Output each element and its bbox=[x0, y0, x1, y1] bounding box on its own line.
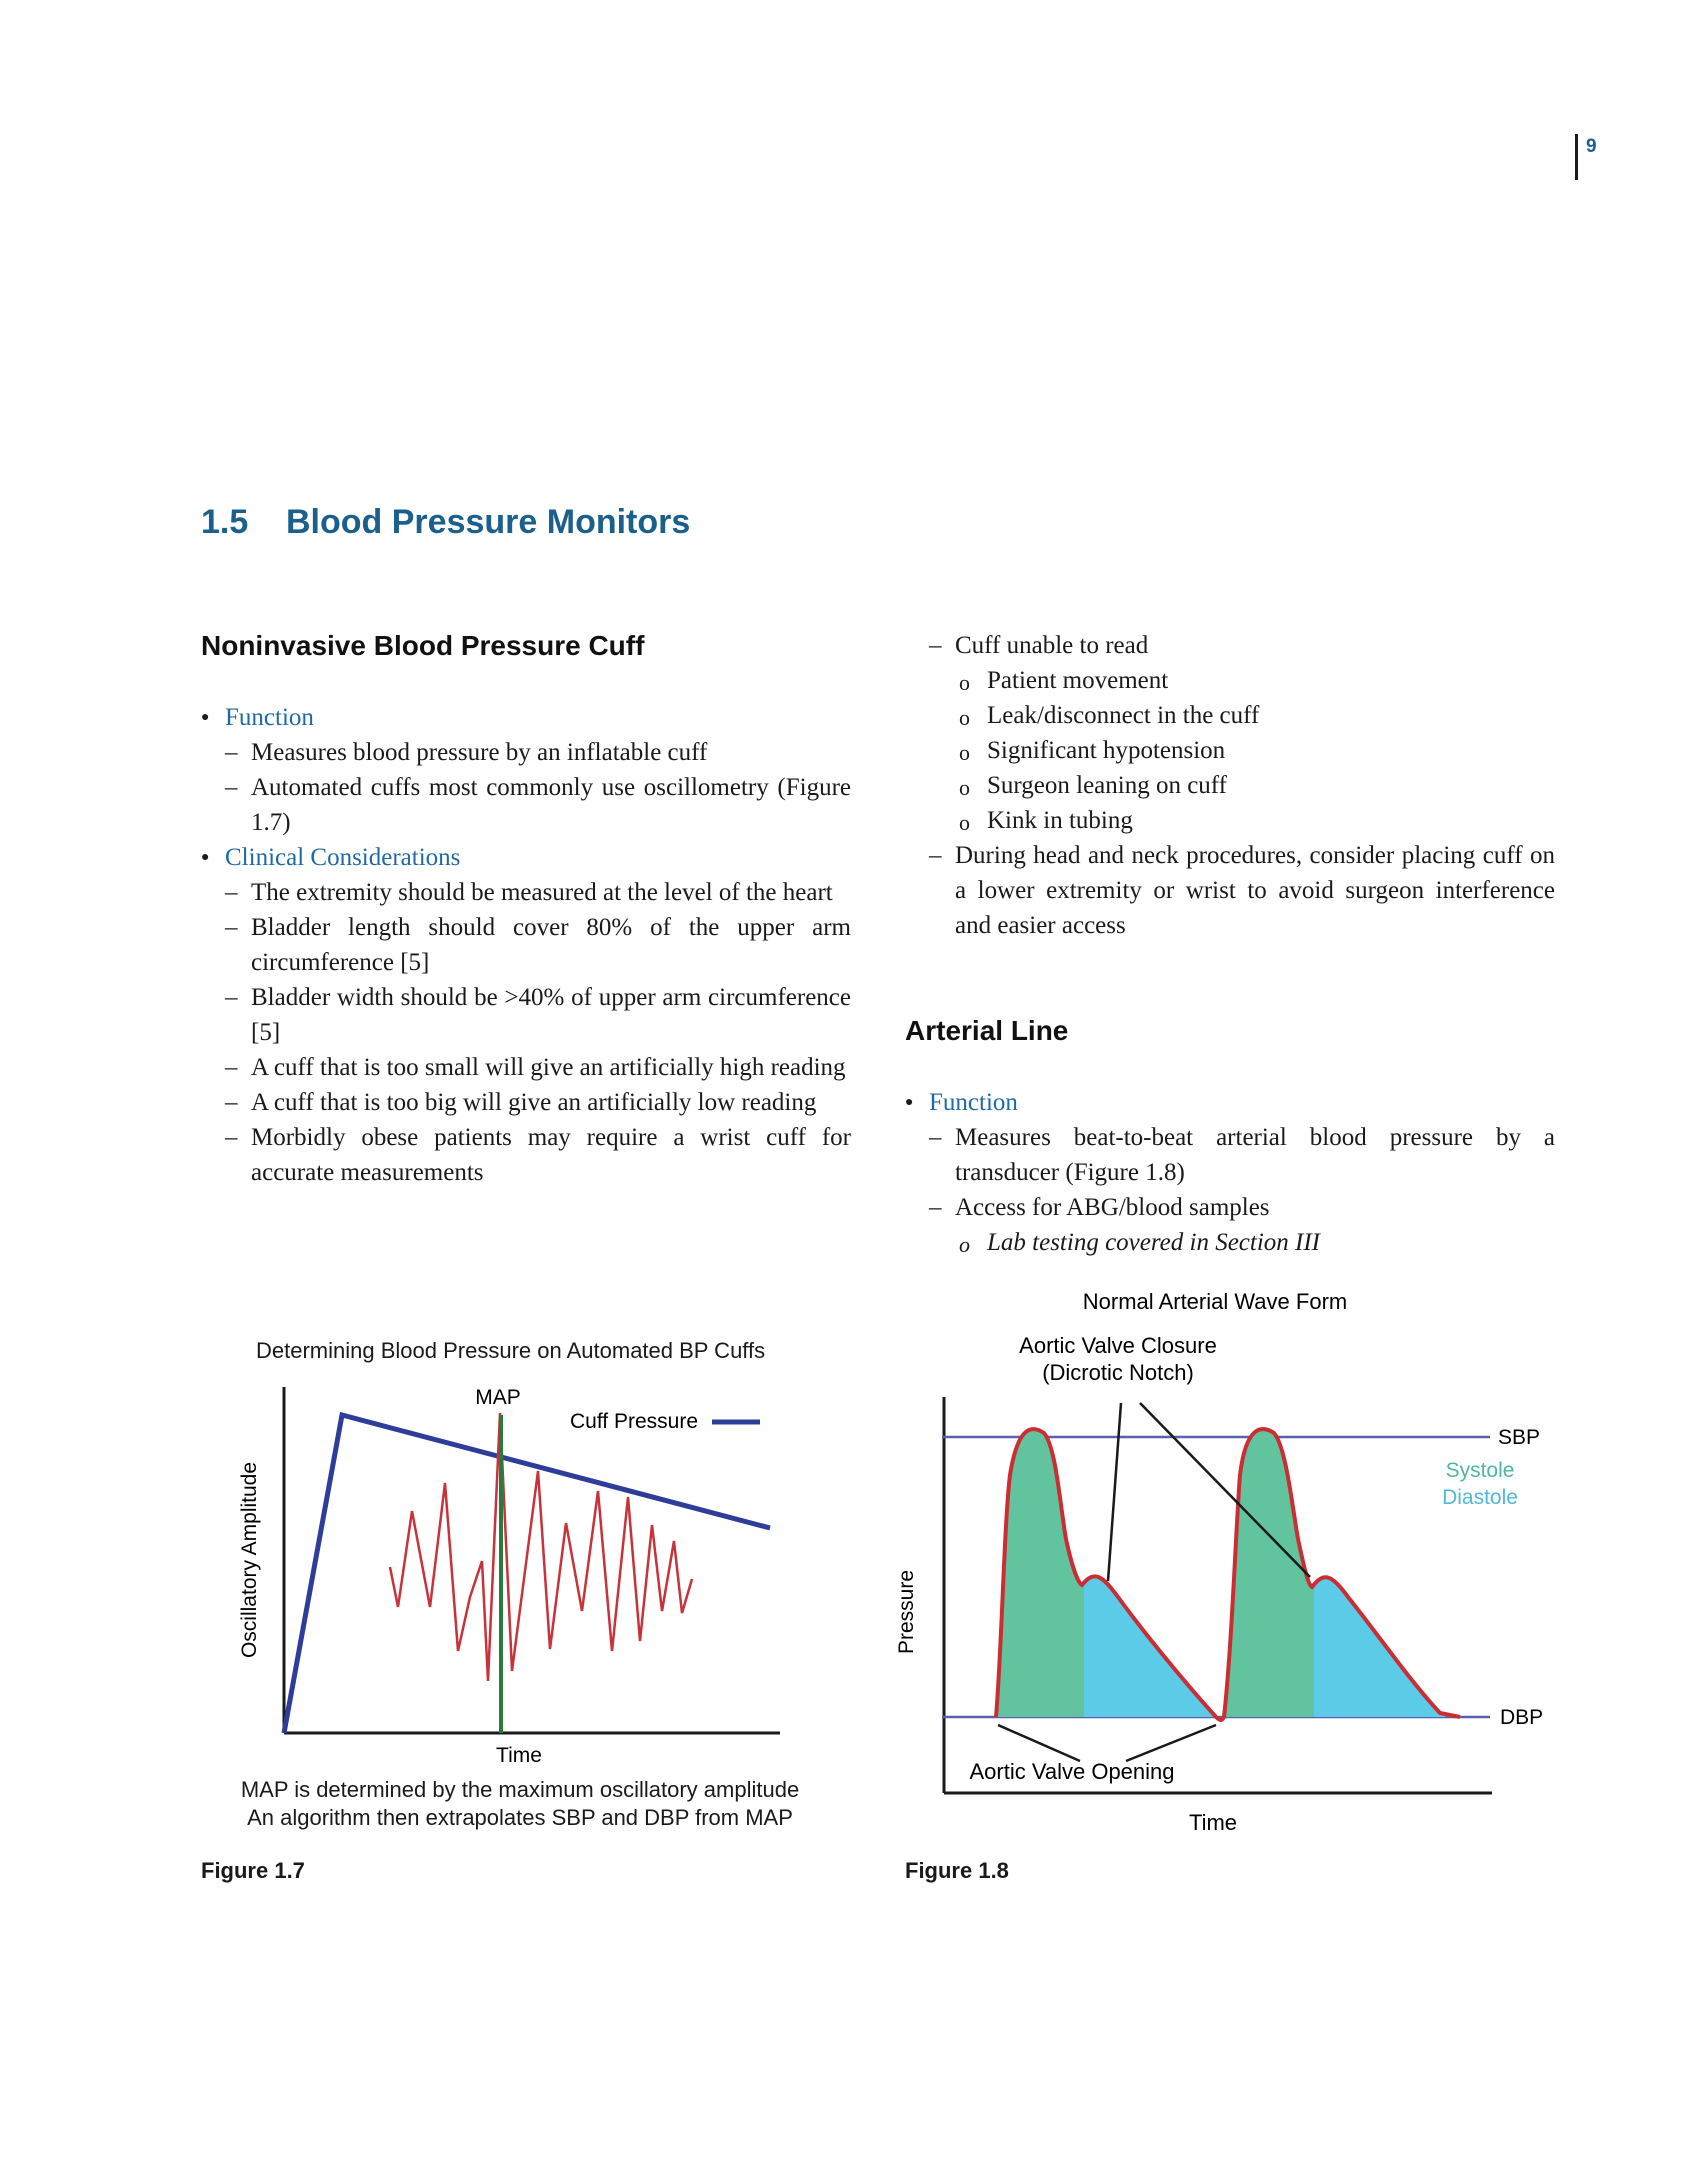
dbp-label: DBP bbox=[1500, 1706, 1544, 1729]
arterial-function-bullet: ● Function bbox=[905, 1085, 1555, 1120]
opening-label: Aortic Valve Opening bbox=[969, 1759, 1175, 1784]
cuff-reason-item: o Significant hypotension bbox=[959, 733, 1555, 768]
caption-line: MAP is determined by the maximum oscillatory amplitude bbox=[240, 1777, 800, 1802]
opening-pointer-1 bbox=[998, 1725, 1080, 1761]
figure-1-7-title: Determining Blood Pressure on Automated BP Cuffs bbox=[256, 1338, 766, 1363]
right-column bbox=[905, 628, 1555, 1260]
clinical-item: – Bladder width should be >40% of upper arm circumference [5] bbox=[225, 980, 851, 1050]
clinical-item: – A cuff that is too small will give an artificially high reading bbox=[225, 1050, 851, 1085]
caption-line: An algorithm then extrapolates SBP and DBP from MAP bbox=[247, 1805, 793, 1830]
closure-label: Aortic Valve Closure bbox=[1019, 1333, 1217, 1358]
arterial-function-item: – Measures beat-to-beat arterial blood pressure by a transducer (Figure 1.8) bbox=[929, 1120, 1555, 1190]
notch-label: (Dicrotic Notch) bbox=[1042, 1360, 1194, 1385]
arterial-function-item: – Access for ABG/blood samples bbox=[929, 1190, 1555, 1225]
cuff-reason-item: o Surgeon leaning on cuff bbox=[959, 768, 1555, 803]
cuff-unable-item: – Cuff unable to read bbox=[929, 628, 1555, 663]
function-item: – Measures blood pressure by an inflatable cuff bbox=[225, 735, 851, 770]
section-number: 1.5 bbox=[201, 503, 249, 541]
nibp-heading: Noninvasive Blood Pressure Cuff bbox=[201, 630, 645, 661]
cuff-reason-item: o Leak/disconnect in the cuff bbox=[959, 698, 1555, 733]
notch-pointer-1 bbox=[1108, 1403, 1121, 1581]
page-number: 9 bbox=[1586, 136, 1597, 157]
function-bullet: ● Function bbox=[201, 700, 851, 735]
figure-1-8-title: Normal Arterial Wave Form bbox=[1082, 1289, 1348, 1314]
section-heading bbox=[201, 503, 690, 542]
cuff-reason-item: o Patient movement bbox=[959, 663, 1555, 698]
lab-note-item: o Lab testing covered in Section III bbox=[959, 1225, 1555, 1260]
clinical-item: – The extremity should be measured at the level of the heart bbox=[225, 875, 851, 910]
sbp-label: SBP bbox=[1498, 1426, 1541, 1449]
figure-1-8-xlabel: Time bbox=[1188, 1810, 1238, 1835]
cuff-pressure-line bbox=[284, 1415, 770, 1733]
systole-area-2 bbox=[1224, 1429, 1314, 1717]
figure-1-8-label: Figure 1.8 bbox=[905, 1858, 1009, 1883]
figure-1-7-axes bbox=[284, 1387, 780, 1733]
map-label: MAP bbox=[475, 1386, 521, 1409]
page-number-rule bbox=[1575, 134, 1578, 180]
figure-1-7-ylabel: Oscillatory Amplitude bbox=[238, 1461, 261, 1659]
cuff-reason-item: o Kink in tubing bbox=[959, 803, 1555, 838]
cuff-pressure-legend-label: Cuff Pressure bbox=[570, 1410, 698, 1433]
figure-1-7-xlabel: Time bbox=[496, 1744, 542, 1767]
function-item: – Automated cuffs most commonly use oscillometry (Figure 1.7) bbox=[225, 770, 851, 840]
oscillation-waveform bbox=[390, 1413, 692, 1681]
clinical-item: – Bladder length should cover 80% of the upper arm circumference [5] bbox=[225, 910, 851, 980]
figure-1-7-chart bbox=[220, 1375, 800, 1785]
opening-pointer-2 bbox=[1126, 1725, 1216, 1761]
clinical-item: – A cuff that is too big will give an artificially low reading bbox=[225, 1085, 851, 1120]
figure-1-8-ylabel: Pressure bbox=[895, 1569, 918, 1655]
arterial-line-heading: Arterial Line bbox=[905, 1015, 1069, 1046]
clinical-item: – Morbidly obese patients may require a wrist cuff for accurate measurements bbox=[225, 1120, 851, 1190]
diastole-label: Diastole bbox=[1442, 1486, 1518, 1509]
left-column bbox=[201, 628, 851, 1190]
figure-1-7-label: Figure 1.7 bbox=[201, 1858, 305, 1883]
figure-1-7-caption bbox=[210, 1776, 830, 1832]
head-neck-item: – During head and neck procedures, consider placing cuff on a lower extremity or wrist to avoid surgeon interference and easier access bbox=[929, 838, 1555, 943]
systole-label: Systole bbox=[1445, 1459, 1515, 1482]
clinical-bullet: ● Clinical Considerations bbox=[201, 840, 851, 875]
section-title: Blood Pressure Monitors bbox=[286, 503, 691, 541]
figure-1-8-chart bbox=[880, 1285, 1580, 1845]
